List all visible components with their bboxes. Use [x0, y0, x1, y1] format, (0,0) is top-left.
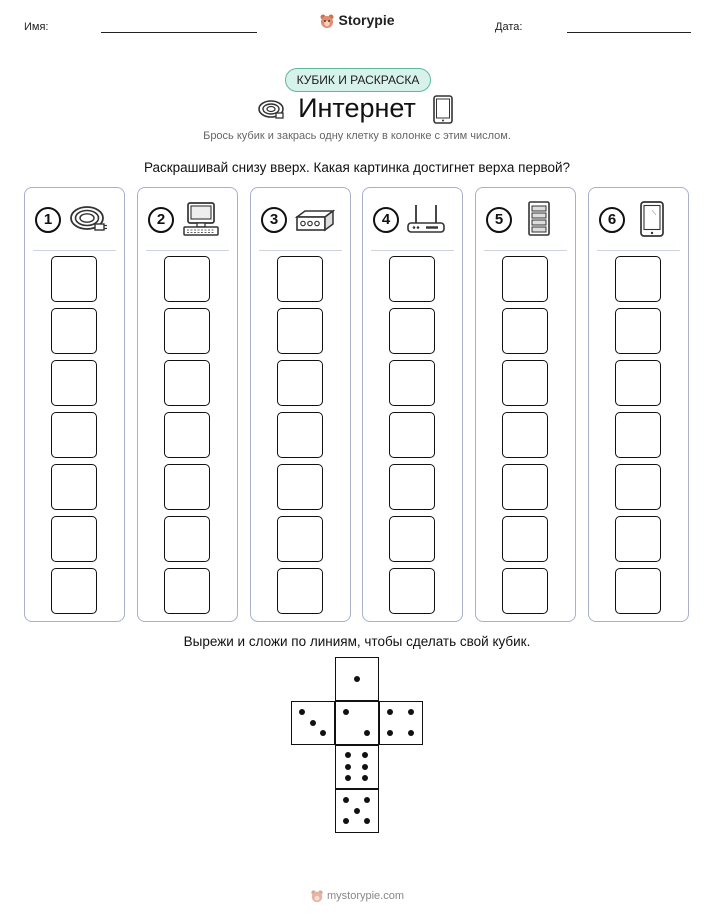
column-header: [363, 188, 462, 248]
column-5: [475, 187, 576, 622]
footer-website: mystorypie.com: [326, 889, 405, 902]
die-pip: [362, 775, 368, 781]
color-cell[interactable]: [389, 412, 435, 458]
column-number: 2: [148, 207, 174, 233]
die-face-four: [379, 701, 423, 745]
die-pip: [354, 808, 360, 814]
die-pip: [387, 730, 393, 736]
tablet-icon: [631, 201, 673, 237]
column-number: 4: [373, 207, 399, 233]
color-cell[interactable]: [615, 308, 661, 354]
color-cell[interactable]: [502, 464, 548, 510]
color-cell[interactable]: [164, 256, 210, 302]
color-cell[interactable]: [277, 412, 323, 458]
color-cell[interactable]: [502, 256, 548, 302]
die-pip: [345, 764, 351, 770]
color-cell[interactable]: [389, 308, 435, 354]
color-cell[interactable]: [164, 568, 210, 614]
color-cell[interactable]: [277, 360, 323, 406]
color-cell[interactable]: [615, 516, 661, 562]
column-1: [24, 187, 125, 622]
die-face-five: [335, 789, 379, 833]
color-cell[interactable]: [502, 308, 548, 354]
color-cell[interactable]: [277, 516, 323, 562]
die-pip: [364, 818, 370, 824]
die-pip: [343, 818, 349, 824]
color-cell[interactable]: [164, 516, 210, 562]
column-divider: [484, 250, 567, 251]
bear-logo-icon: [310, 889, 324, 903]
die-face-three: [291, 701, 335, 745]
computer-icon: [180, 201, 222, 237]
color-cell[interactable]: [502, 412, 548, 458]
die-face-one: [335, 657, 379, 701]
color-cell[interactable]: [615, 412, 661, 458]
color-cell[interactable]: [51, 464, 97, 510]
die-pip: [362, 752, 368, 758]
modem-icon: [293, 201, 335, 237]
color-cell[interactable]: [389, 568, 435, 614]
question-text: Раскрашивай снизу вверх. Какая картинка достигнет верха первой?: [143, 160, 571, 175]
color-cell[interactable]: [389, 516, 435, 562]
die-pip: [343, 797, 349, 803]
router-icon: [405, 201, 447, 237]
column-number: 3: [261, 207, 287, 233]
color-cell[interactable]: [51, 256, 97, 302]
die-pip: [299, 709, 305, 715]
color-cell[interactable]: [51, 308, 97, 354]
column-2: [137, 187, 238, 622]
column-4: [362, 187, 463, 622]
column-6: [588, 187, 689, 622]
column-divider: [259, 250, 342, 251]
die-face-six: [335, 745, 379, 789]
color-cell[interactable]: [277, 568, 323, 614]
die-pip: [408, 730, 414, 736]
page-title: Интернет: [298, 93, 416, 123]
die-pip: [362, 764, 368, 770]
column-header: [589, 188, 688, 248]
activity-badge: КУБИК И РАСКРАСКА: [285, 68, 431, 92]
footer: [0, 889, 714, 903]
column-header: [138, 188, 237, 248]
brand-logo: [0, 12, 714, 29]
cable-icon: [67, 201, 109, 237]
die-pip: [345, 752, 351, 758]
date-line[interactable]: [567, 32, 691, 33]
server-icon: [518, 201, 560, 237]
color-cell[interactable]: [615, 568, 661, 614]
color-cell[interactable]: [615, 360, 661, 406]
column-divider: [371, 250, 454, 251]
die-pip: [345, 775, 351, 781]
column-header: [251, 188, 350, 248]
color-cell[interactable]: [389, 464, 435, 510]
color-cell[interactable]: [389, 256, 435, 302]
brand-name: Storypie: [338, 12, 395, 28]
die-pip: [387, 709, 393, 715]
color-cell[interactable]: [502, 516, 548, 562]
title-row: [0, 93, 714, 127]
color-cell[interactable]: [164, 360, 210, 406]
die-pip: [343, 709, 349, 715]
die-pip: [364, 797, 370, 803]
color-cell[interactable]: [51, 360, 97, 406]
color-cell[interactable]: [51, 412, 97, 458]
tablet-icon: [432, 95, 454, 125]
cut-instruction: Вырежи и сложи по линиям, чтобы сделать свой кубик.: [183, 634, 531, 649]
name-line[interactable]: [101, 32, 257, 33]
color-cell[interactable]: [502, 568, 548, 614]
die-face-two: [335, 701, 379, 745]
column-3: [250, 187, 351, 622]
color-cell[interactable]: [615, 256, 661, 302]
color-cell[interactable]: [164, 464, 210, 510]
die-pip: [310, 720, 316, 726]
color-cell[interactable]: [51, 568, 97, 614]
date-label: Дата:: [495, 21, 523, 33]
color-cell[interactable]: [164, 412, 210, 458]
column-number: 5: [486, 207, 512, 233]
column-divider: [146, 250, 229, 251]
color-cell[interactable]: [164, 308, 210, 354]
bear-logo-icon: [319, 13, 335, 29]
name-label: Имя:: [24, 21, 49, 33]
column-number: 6: [599, 207, 625, 233]
color-cell[interactable]: [277, 464, 323, 510]
column-header: [476, 188, 575, 248]
color-cell[interactable]: [615, 464, 661, 510]
column-divider: [597, 250, 680, 251]
column-number: 1: [35, 207, 61, 233]
color-cell[interactable]: [277, 308, 323, 354]
die-pip: [354, 676, 360, 682]
color-cell[interactable]: [277, 256, 323, 302]
color-cell[interactable]: [389, 360, 435, 406]
die-pip: [408, 709, 414, 715]
column-divider: [33, 250, 116, 251]
die-pip: [320, 730, 326, 736]
die-pip: [364, 730, 370, 736]
column-header: [25, 188, 124, 248]
color-cell[interactable]: [51, 516, 97, 562]
color-cell[interactable]: [502, 360, 548, 406]
instructions-subtitle: Брось кубик и закрась одну клетку в колонке с этим числом.: [203, 130, 511, 142]
